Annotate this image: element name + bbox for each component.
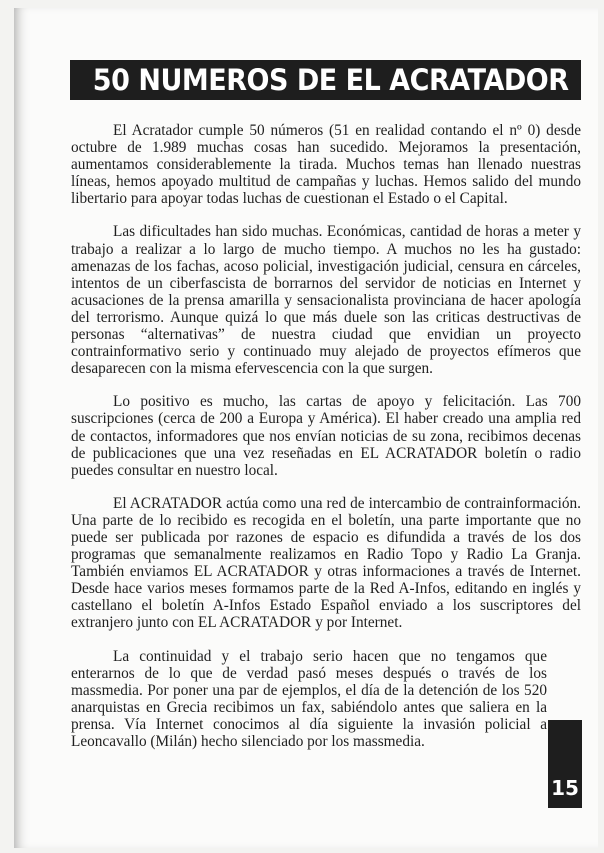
- article-body: [71, 122, 581, 766]
- article-paragraph-1: El Acratador cumple 50 números (51 en realidad contando el nº 0) desde octubre de 1.989 muchas cosas han sucedido. Mejoramos la presentación, aumentamos considerablemente la tirada. Muchos temas han llenado nuestras líneas, hemos apoyado multitud de campañas y luchas. Hemos salido del mundo libertario para apoyar todas luchas de cuestionan el Estado o el Capital.: [71, 122, 581, 208]
- page-number-tab: [548, 720, 582, 808]
- page-title: 50 NUMEROS DE EL ACRATADOR: [93, 63, 569, 97]
- article-paragraph-2: Las dificultades han sido muchas. Económicas, cantidad de horas a meter y trabajo a realizar a lo largo de mucho tiempo. A muchos no les ha gustado: amenazas de los fachas, acoso policial, investigación judicial, censura en cárceles, intentos de un ciberfascista de borrarnos del servidor de noticias en Internet y acusaciones de la prensa amarilla y sensacionalista provinciana de hacer apología del terrorismo. Aunque quizá lo que más duele son las criticas destructivas de personas “alternativas” de nuestra ciudad que envidian un proyecto contrainformativo serio y continuado muy alejado de proyectos efímeros que desaparecen con la misma efervescencia con la que surgen.: [71, 223, 581, 378]
- title-banner: [70, 60, 581, 100]
- article-paragraph-4: El ACRATADOR actúa como una red de intercambio de contrainformación. Una parte de lo recibido es recogida en el boletín, una parte importante que no puede ser publicada por razones de espacio es difundida a través de los dos programas que semanalmente realizamos en Radio Topo y Radio La Granja. También enviamos EL ACRATADOR y otras informaciones a través de Internet. Desde hace varios meses formamos parte de la Red A-Infos, editando en inglés y castellano el boletín A-Infos Estado Español enviado a los suscriptores del extranjero junto con EL ACRATADOR y por Internet.: [71, 494, 581, 632]
- magazine-page: [14, 8, 598, 848]
- article-paragraph-3: Lo positivo es mucho, las cartas de apoyo y felicitación. Las 700 suscripciones (cerca de 200 a Europa y América). El haber creado una amplia red de contactos, informadores que nos envían noticias de su zona, recibimos decenas de publicaciones que una vez reseñadas en EL ACRATADOR boletín o radio puedes consultar en nuestro local.: [71, 393, 581, 479]
- article-paragraph-5: La continuidad y el trabajo serio hacen que no tengamos que enterarnos de lo que de verdad pasó meses después o través de los massmedia. Por poner una par de ejemplos, el día de la detención de los 520 anarquistas en Grecia recibimos un fax, sabiéndolo antes que saliera en la prensa. Vía Internet conocimos al día siguiente la invasión policial a Leoncavallo (Milán) hecho silenciado por los massmedia.: [71, 647, 547, 750]
- page-number: 15: [551, 776, 579, 800]
